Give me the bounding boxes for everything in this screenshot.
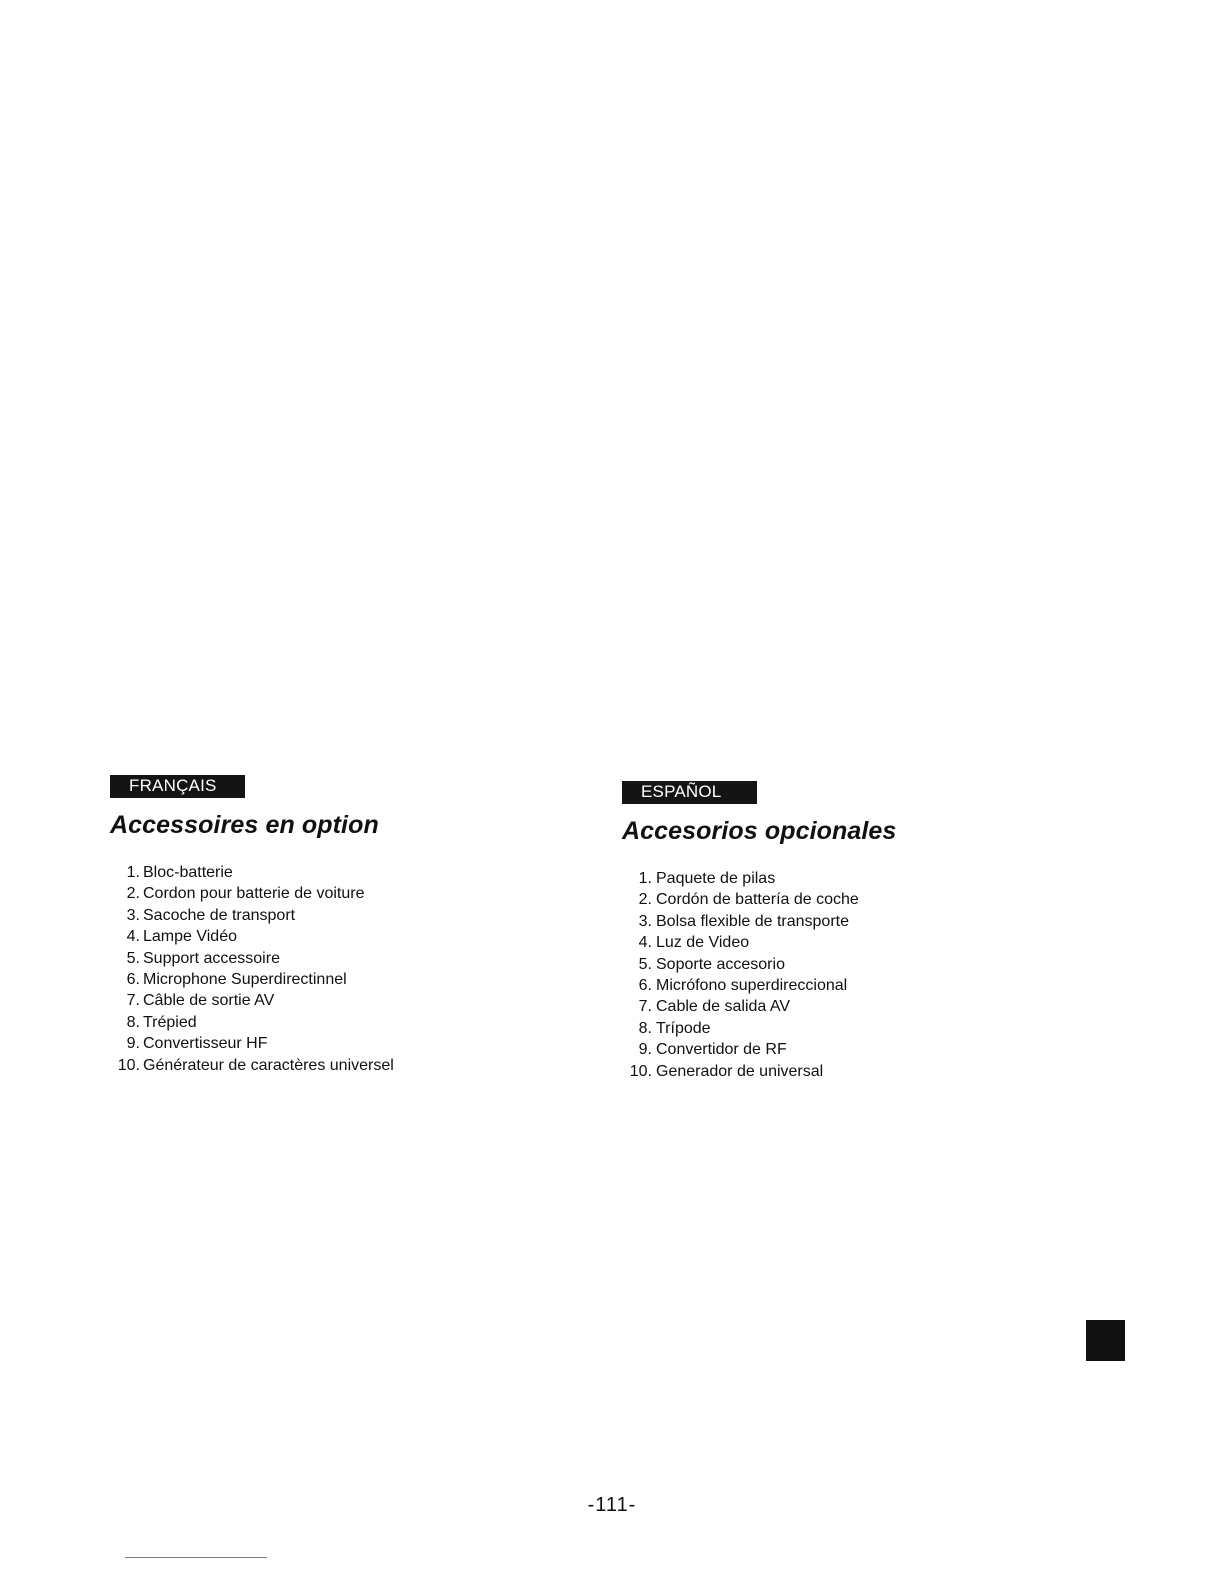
section-french [110,775,530,1076]
list-item [622,889,1042,910]
item-text: Soporte accesorio [656,955,785,973]
list-item [622,932,1042,953]
item-number: 7. [638,998,652,1016]
accessory-list [110,862,530,1076]
item-text: Generador de universal [656,1062,824,1080]
item-number: 1. [638,870,652,887]
item-number: 10. [629,1062,652,1080]
item-number: 9. [638,1041,652,1059]
list-item [110,969,530,990]
bottom-rule [125,1557,267,1558]
item-text: Convertisseur HF [143,1035,268,1053]
item-number: 3. [126,906,140,924]
section-edge-tab [1086,1320,1125,1361]
list-item [622,911,1042,932]
item-text: Convertidor de RF [656,1041,787,1059]
list-item [110,1055,530,1076]
section-title: Accessoires en option [110,811,379,839]
item-text: Sacoche de transport [143,906,296,924]
list-item [110,862,530,883]
item-number: 5. [638,955,652,973]
list-item [110,905,530,926]
item-number: 6. [126,971,140,989]
item-number: 10. [117,1056,140,1074]
item-text: Bloc-batterie [143,864,233,881]
list-item [110,1012,530,1033]
item-text: Lampe Vidéo [143,928,237,946]
item-text: Cordon pour batterie de voiture [143,885,365,903]
section-spanish [622,781,1042,1082]
item-number: 7. [126,992,140,1010]
item-number: 2. [638,891,652,909]
item-text: Luz de Video [656,934,750,952]
item-text: Micrófono superdireccional [656,977,848,995]
item-text: Microphone Superdirectinnel [143,971,347,989]
item-number: 4. [638,934,652,952]
item-number: 5. [126,949,140,967]
item-number: 6. [638,977,652,995]
item-number: 9. [126,1035,140,1053]
list-item [110,990,530,1011]
list-item [110,883,530,904]
item-text: Cordón de battería de coche [656,891,859,909]
item-number: 1. [126,864,140,881]
list-item [622,975,1042,996]
list-item [110,948,530,969]
item-text: Paquete de pilas [656,870,776,887]
item-text: Trípode [656,1019,711,1037]
page-number: -111- [587,1494,637,1516]
item-text: Bolsa flexible de transporte [656,912,849,930]
list-item [622,1039,1042,1060]
list-item [622,954,1042,975]
list-item [622,1061,1042,1082]
list-item [110,926,530,947]
section-title: Accesorios opcionales [622,817,897,845]
item-number: 4. [126,928,140,946]
language-badge: FRANÇAIS [110,775,245,798]
accessory-list [622,868,1042,1082]
item-number: 3. [638,912,652,930]
item-text: Câble de sortie AV [143,992,275,1010]
item-text: Cable de salida AV [656,998,791,1016]
item-text: Générateur de caractères universel [143,1056,394,1074]
item-text: Support accessoire [143,949,280,967]
list-item [622,868,1042,889]
list-item [622,996,1042,1017]
item-text: Trépied [143,1013,197,1031]
item-number: 8. [638,1019,652,1037]
language-badge: ESPAÑOL [622,781,757,804]
item-number: 2. [126,885,140,903]
list-item [622,1018,1042,1039]
list-item [110,1033,530,1054]
item-number: 8. [126,1013,140,1031]
